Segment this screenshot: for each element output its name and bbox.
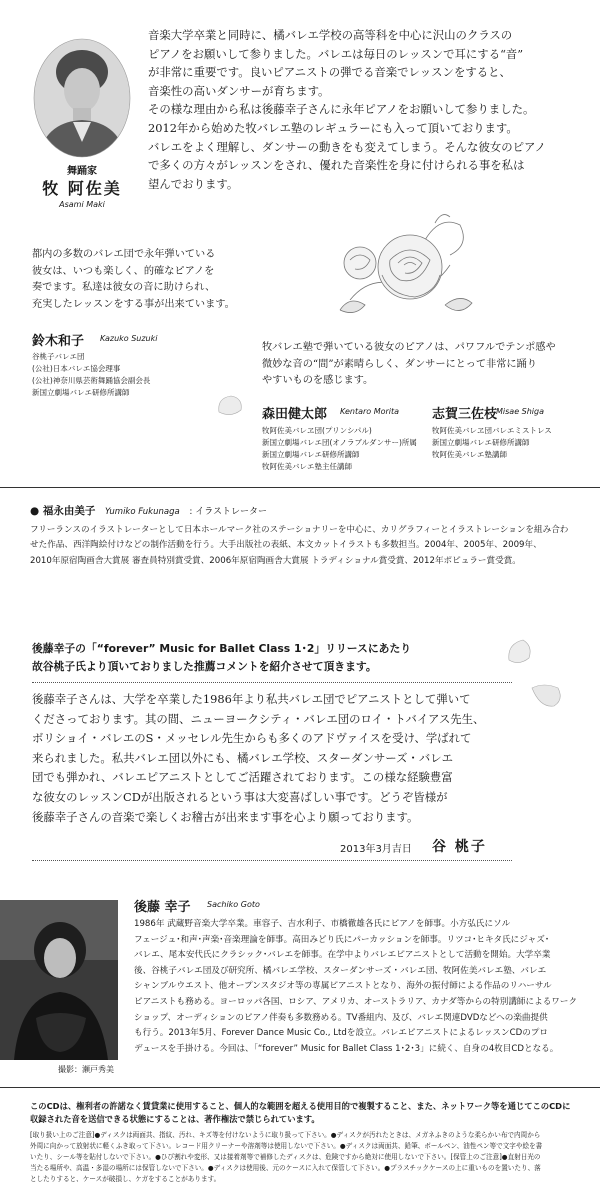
bio-line: せた作品、西洋陶絵付けなどの制作活動を行う。大手出版社の表紙、本文カットイラストも多数担当。2004年、2005年、2009年、	[30, 540, 542, 551]
credential-line: (公社)日本バレエ協会理事	[32, 364, 121, 373]
bio-line: ピアニストも務める。ヨーロッパ各国、ロシア、アメリカ、オーストラリア、カナダ等からの特別講師によるワーク	[134, 996, 578, 1007]
notice-line: このCDは、権利者の許諾なく賃貸業に使用すること、個人的な範囲を超える使用目的で複製すること、また、ネットワーク等を通じてこのCDに	[30, 1101, 571, 1111]
asami-maki-name: 牧 阿佐美	[42, 179, 122, 198]
credential-line: 新国立劇場バレエ研修所講師	[32, 388, 130, 397]
notice-line: [取り扱い上のご注意]●ディスクは両面共、指紋、汚れ、キズ等を付けないように取り扱って下さい。●ディスクが汚れたときは、メガネふきのような柔らかい布で内周から	[30, 1131, 541, 1139]
comment-line: 望んでおります。	[148, 176, 239, 191]
comment-line: な彼女のレッスンCDが出版されるという事は大変喜ばしい事です。どうぞ皆様が	[32, 789, 448, 804]
misae-shiga-roman: Misae Shiga	[496, 407, 545, 416]
comment-line: 充実したレッスンをする事が出来ています。	[32, 298, 235, 310]
recommendation-author: 谷 桃子	[432, 839, 487, 855]
notice-line: としたりすると、ケースが破損し、ケガをすることがあります。	[30, 1175, 221, 1183]
bio-line: シャンブルウエスト、他オープンスタジオ等の専属ピアニストとなり、海外の振付師による作品のリハーサル	[134, 981, 552, 992]
credential-line: 新国立劇場バレエ研修所講師	[432, 438, 530, 447]
petal-illustration	[505, 636, 535, 666]
comment-line: が非常に重要です。良いピアニストの弾でる音楽でレッスンをすると、	[148, 65, 511, 80]
dotted-divider	[32, 860, 512, 861]
asami-maki-roman: Asami Maki	[59, 200, 105, 209]
credential-line: 牧阿佐美バレエ塾主任講師	[262, 462, 352, 471]
credential-line: 牧阿佐美バレヱ団バレエミストレス	[432, 426, 552, 435]
heading-line: 後藤幸子の「“forever” Music for Ballet Class 1･2」リリースにあたり	[32, 642, 412, 655]
kentaro-morita-name: 森田健太郎	[262, 407, 328, 422]
asami-maki-portrait	[33, 38, 131, 158]
photo-credit: 撮影：瀬戸秀美	[58, 1065, 114, 1074]
comment-line: で多くの方々がレッスンをされ、優れた音楽性を身に付けられる事を私は	[148, 158, 525, 173]
notice-line: 外周に向かって放射状に軽くふき取って下さい。レコード用クリーナーや溶剤等は使用しないで下さい。●ディスクは両面共、鉛筆、ボールペン、油性ペン等で文字や絵を書	[30, 1142, 543, 1150]
bio-line: 2010年原宿陶画舎大賞展 審査員特別賞受賞、2006年原宿陶画舎大賞展 トラディショナル賞受賞、2012年ポピュラー賞受賞。	[30, 555, 521, 566]
heading-line: 故谷桃子氏より頂いておりました推薦コメントを紹介させて頂きます。	[32, 660, 377, 673]
asami-maki-role: 舞踊家	[67, 166, 97, 177]
credential-line: 牧阿佐美バレヱ団(プリンシパル)	[262, 426, 372, 435]
comment-line: 牧バレエ塾で弾いている彼女のピアノは、パワフルでテンポ感や	[262, 342, 556, 353]
rose-illustration	[330, 205, 480, 330]
credential-line: 新国立劇場バレエ研修所講師	[262, 450, 360, 459]
notice-line: いたり、シール等を貼付しないで下さい。●ひび割れや変形、又は接着剤等で補修したディスクは、危険ですから絶対に使用しないで下さい。[保管上のご注意]●直射日光の	[30, 1153, 541, 1161]
comment-line: 2012年から始めた牧バレエ塾のレギュラーにも入って頂いております。	[148, 120, 518, 135]
credential-line: 谷桃子バレエ団	[32, 352, 85, 361]
notice-line: 当たる場所や、高温・多湿の場所には保管しないで下さい。●ディスクは使用後、元のケースに入れて保管して下さい。●プラスチックケースの上に重いものを置いたり、落	[30, 1164, 541, 1172]
comment-line: 微妙な音の“間”が素晴らしく、ダンサーにとって非常に踊り	[262, 358, 537, 370]
kazuko-suzuki-roman: Kazuko Suzuki	[100, 334, 158, 343]
sachiko-goto-name: 後藤 幸子	[134, 900, 191, 915]
bio-line: デュースを手掛ける。今回は、「“forever” Music for Ballet Class 1･2･3」に続く、自身の4枚目CDとなる。	[134, 1043, 559, 1054]
comment-line: 後藤幸子さんは、大学を卒業した1986年より私共バレエ団でピアニストとして弾いて	[32, 692, 471, 706]
comment-line: 音楽性の高いダンサーが育ちます。	[148, 83, 330, 98]
bio-line: フェージュ･和声･声楽･音楽理論を師事。高田みどり氏にパーカッションを師事。リツコ･ヒキタ氏にジャズ･	[134, 934, 550, 945]
comment-line: 来られました。私共バレエ団以外にも、橘バレエ学校、スターダンサーズ・バレエ	[32, 750, 453, 765]
kentaro-morita-credentials	[262, 425, 417, 473]
illustrator-name: 福永由美子	[42, 505, 96, 517]
comment-line: ボリショイ・バレエのS・メッセレル先生からも多くのアドヴァイスを受け、学ばれて	[32, 731, 472, 746]
comment-line: 後藤幸子さんの音楽で楽しくお稽古が出来ます事を心より願っております。	[32, 809, 419, 824]
notice-line: 収録された音を送信できる状態にすることは、著作権法で禁じられています。	[30, 1114, 320, 1124]
comment-line: 団でも弾かれ、バレエピアニストとしてご活躍されております。この様な経験豊富	[32, 770, 453, 785]
bio-line: 後、谷桃子バレエ団及び研究所、橘バレエ学校、スターダンサーズ・バレエ団、牧阿佐美バレエ塾、バレエ	[134, 965, 547, 976]
section-divider	[0, 1087, 600, 1088]
illustrator-role: : イラストレーター	[189, 507, 267, 517]
misae-shiga-credentials	[432, 425, 552, 461]
bio-line: も行う。2013年5月、Forever Dance Music Co., Ltdを設立。バレエピアニストによるレッスンCDのプロ	[134, 1028, 548, 1039]
recommendation-comment	[32, 690, 562, 827]
kentaro-morita-comment	[262, 340, 582, 390]
illustrator-roman: Yumiko Fukunaga	[104, 507, 180, 517]
kazuko-suzuki-name: 鈴木和子	[32, 334, 85, 349]
bio-line: フリーランスのイラストレーターとして日本ホールマーク社のステーショナリーを中心に、カリグラフィーとイラストレーションを組み合わ	[30, 525, 569, 535]
recommendation-date: 2013年3月吉日	[340, 844, 412, 855]
misae-shiga-name: 志賀三佐枝	[432, 407, 498, 422]
kazuko-suzuki-credentials	[32, 351, 150, 399]
comment-line: 都内の多数のバレエ団で永年弾いている	[32, 249, 216, 260]
kazuko-suzuki-comment	[32, 247, 282, 313]
comment-line: 音楽大学卒業と同時に、橘バレエ学校の高等科を中心に沢山のクラスの	[148, 28, 513, 42]
asami-maki-comment	[148, 26, 586, 193]
copyright-notice	[30, 1100, 580, 1126]
handling-notice	[30, 1130, 580, 1185]
bullet-icon: ●	[30, 505, 40, 517]
sachiko-goto-bio	[134, 917, 590, 1057]
petal-illustration	[215, 392, 247, 418]
illustrator-heading	[30, 503, 267, 518]
illustrator-bio	[30, 523, 580, 569]
credential-line: (公社)神奈川県芸術舞踊協会副会長	[32, 376, 151, 385]
kentaro-morita-roman: Kentaro Morita	[340, 407, 400, 416]
comment-line: ピアノをお願いして参りました。バレエは毎日のレッスンで耳にする“音”	[148, 46, 524, 61]
sachiko-goto-roman: Sachiko Goto	[207, 900, 260, 909]
bio-line: ショップ、オーディションのピアノ伴奏も多数務める。TV番組内、及び、バレエ関連DVDなどへの楽曲提供	[134, 1012, 548, 1023]
bio-line: バレエ、尾本安代氏にクラシック･バレエを師事。在学中よりバレエピアニストとして活動を開始。大学卒業	[134, 950, 551, 961]
section-divider	[0, 487, 600, 488]
dotted-divider	[32, 682, 512, 683]
comment-line: やすいものを感じます。	[262, 375, 374, 387]
comment-line: 彼女は、いつも楽しく、的確なピアノを	[32, 265, 215, 277]
bio-line: 1986年 武蔵野音楽大学卒業。車容子、吉水利子、市橋徹雄各氏にピアノを師事。小方弘氏にソル	[134, 919, 511, 929]
recommendation-heading	[32, 640, 512, 676]
comment-line: くださっております。其の間、ニューヨークシティ・バレエ団のロイ・トバイアス先生、	[32, 711, 485, 726]
comment-line: 奏でます。私達は彼女の音に助けられ、	[32, 282, 216, 294]
sachiko-goto-portrait	[0, 900, 118, 1060]
comment-line: バレエをよく理解し、ダンサーの動きをも変えてしまう。そんな彼女のピアノ	[148, 139, 546, 154]
credential-line: 牧阿佐美バレエ塾講師	[432, 450, 507, 459]
comment-line: その様な理由から私は後藤幸子さんに永年ピアノをお願いして参りました。	[148, 102, 535, 117]
credential-line: 新国立劇場バレエ団(オノラブルダンサー)所属	[262, 438, 417, 447]
